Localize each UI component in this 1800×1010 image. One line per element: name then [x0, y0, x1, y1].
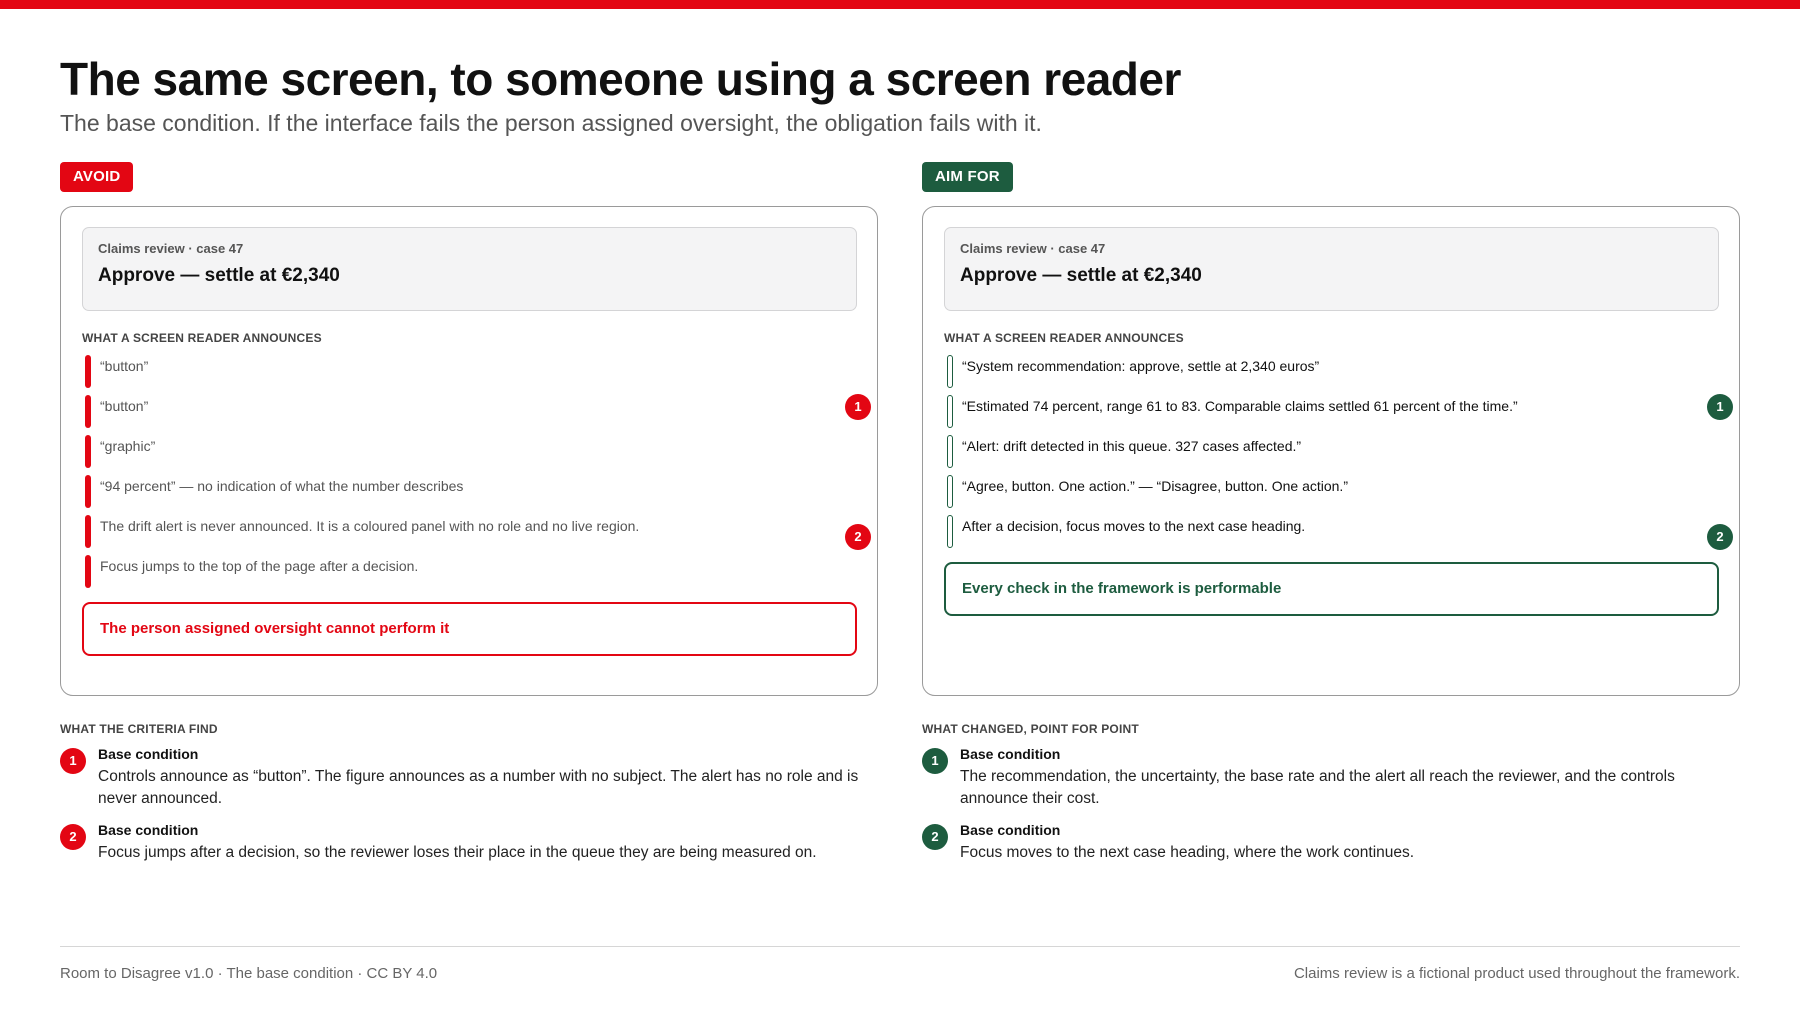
- announcement-item: [82, 515, 857, 555]
- page-title: The same screen, to someone using a screen reader: [60, 53, 1181, 105]
- finding-title: Base condition: [960, 822, 1061, 838]
- finding-text: Focus moves to the next case heading, where the work continues.: [960, 844, 1415, 861]
- page-subtitle: The base condition. If the interface fails the person assigned oversight, the obligation fails with it.: [60, 110, 1042, 136]
- finding-text: Focus jumps after a decision, so the reviewer loses their place in the queue they are being measured on.: [98, 844, 817, 861]
- marker-1-badge: 1: [845, 394, 871, 420]
- announcement-item: [82, 355, 857, 395]
- marker-2-badge: 2: [1707, 524, 1733, 550]
- announcement-bar: [85, 395, 91, 428]
- announcement-bar: [947, 355, 953, 388]
- finding-text: The recommendation, the uncertainty, the base rate and the alert all reach the reviewer, and the controls announce their cost.: [960, 768, 1675, 807]
- announcement-text: “Agree, button. One action.” — “Disagree, button. One action.”: [962, 478, 1348, 494]
- case-meta: Claims review · case 47: [960, 241, 1106, 256]
- case-title: Approve — settle at €2,340: [98, 265, 340, 286]
- finding-number-badge: 1: [60, 748, 86, 774]
- finding-number-badge: 2: [922, 824, 948, 850]
- announcement-text: “button”: [100, 398, 149, 414]
- announcement-text: “Estimated 74 percent, range 61 to 83. Comparable claims settled 61 percent of the time.”: [962, 398, 1518, 414]
- announcement-text: After a decision, focus moves to the next case heading.: [962, 518, 1306, 534]
- footer-credit: Room to Disagree v1.0 · The base condition · CC BY 4.0: [60, 965, 438, 982]
- announcement-text: “button”: [100, 358, 149, 374]
- avoid-column: [60, 162, 878, 861]
- announcement-item: [82, 395, 857, 435]
- announcement-text: Focus jumps to the top of the page after a decision.: [100, 558, 419, 574]
- avoid-example-card: [60, 206, 878, 696]
- aim-for-tag: AIM FOR: [922, 162, 1013, 192]
- announcement-item: [944, 475, 1719, 515]
- finding-text: Controls announce as “button”. The figure announces as a number with no subject. The alert has no role and is never announced.: [98, 768, 859, 807]
- announcements-label: WHAT A SCREEN READER ANNOUNCES: [82, 331, 322, 345]
- finding-number-badge: 1: [922, 748, 948, 774]
- announcement-bar: [947, 515, 953, 548]
- announcement-item: [944, 395, 1719, 435]
- avoid-tag: AVOID: [60, 162, 133, 192]
- announcement-bar: [947, 475, 953, 508]
- announcement-text: “graphic”: [100, 438, 156, 454]
- announcement-item: [82, 475, 857, 515]
- announcement-text: “Alert: drift detected in this queue. 327 cases affected.”: [962, 438, 1302, 454]
- finding-title: Base condition: [98, 822, 199, 838]
- verdict-box: The person assigned oversight cannot perform it: [82, 602, 857, 656]
- announcement-item: [944, 435, 1719, 475]
- announcement-item: [82, 555, 857, 595]
- announcements-label: WHAT A SCREEN READER ANNOUNCES: [944, 331, 1184, 345]
- announcement-bar: [85, 515, 91, 548]
- footer-note: Claims review is a fictional product used throughout the framework.: [1293, 965, 1740, 982]
- findings-label: WHAT THE CRITERIA FIND: [60, 722, 218, 736]
- announcement-bar: [85, 435, 91, 468]
- marker-2-badge: 2: [845, 524, 871, 550]
- announcement-text: “94 percent” — no indication of what the number describes: [100, 478, 464, 494]
- announcement-bar: [85, 555, 91, 588]
- top-accent-bar: [0, 0, 1800, 9]
- announcement-bar: [85, 355, 91, 388]
- findings-label: WHAT CHANGED, POINT FOR POINT: [922, 722, 1139, 736]
- announcement-text: The drift alert is never announced. It is a coloured panel with no role and no live region.: [100, 518, 640, 534]
- announcement-item: [82, 435, 857, 475]
- case-header: [82, 227, 857, 311]
- announcement-item: [944, 355, 1719, 395]
- case-meta: Claims review · case 47: [98, 241, 244, 256]
- announcement-bar: [947, 395, 953, 428]
- announcement-list: [944, 355, 1719, 555]
- announcement-list: [82, 355, 857, 595]
- finding-title: Base condition: [960, 746, 1061, 762]
- case-title: Approve — settle at €2,340: [960, 265, 1202, 286]
- footer-divider: [60, 946, 1740, 947]
- announcement-bar: [85, 475, 91, 508]
- announcement-text: “System recommendation: approve, settle at 2,340 euros”: [962, 358, 1320, 374]
- case-header: [944, 227, 1719, 311]
- finding-title: Base condition: [98, 746, 199, 762]
- announcement-bar: [947, 435, 953, 468]
- finding-number-badge: 2: [60, 824, 86, 850]
- aim-for-example-card: [922, 206, 1740, 696]
- aim-for-column: [922, 162, 1740, 861]
- marker-1-badge: 1: [1707, 394, 1733, 420]
- verdict-box: Every check in the framework is performable: [944, 562, 1719, 616]
- announcement-item: [944, 515, 1719, 555]
